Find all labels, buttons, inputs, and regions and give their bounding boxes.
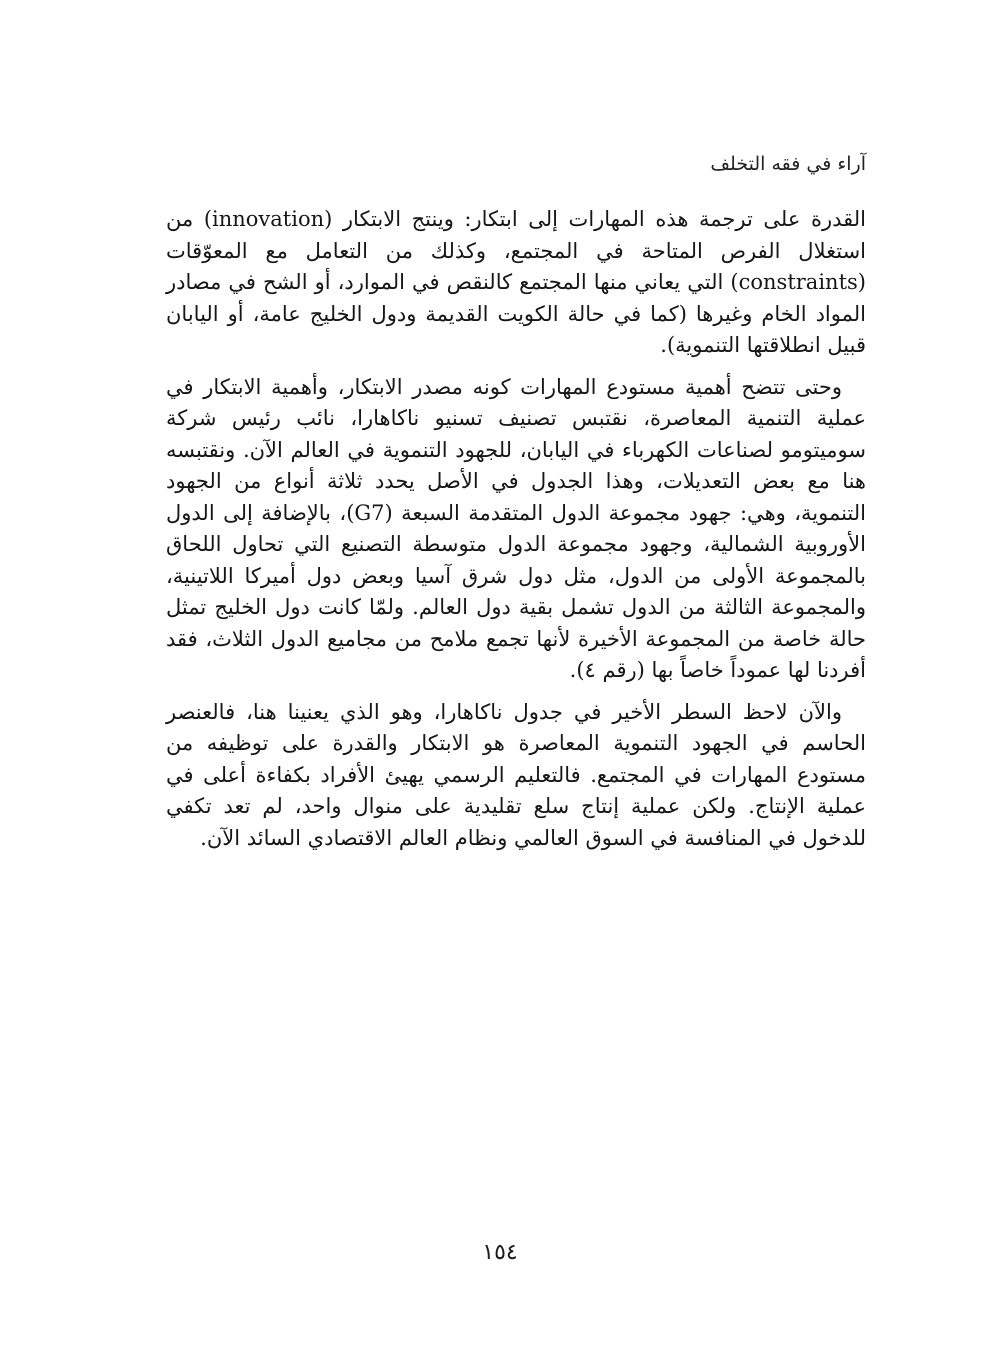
running-header: آراء في فقه التخلف bbox=[710, 153, 866, 175]
body-text bbox=[166, 204, 866, 864]
page-number: ١٥٤ bbox=[482, 1240, 518, 1265]
paragraph-1: القدرة على ترجمة هذه المهارات إلى ابتكار: وينتج الابتكار (innovation) من استغلال الفرص المتاحة في المجتمع، وكذلك من التعامل مع المعوّقات (constraints) التي يعاني منها المجتمع كالنقص في الموارد، أو الشح في مصادر المواد الخام وغيرها (كما في حالة الكويت القديمة ودول الخليج عامة، أو اليابان قبيل انطلاقتها التنموية). bbox=[166, 207, 866, 357]
paragraph-3: والآن لاحظ السطر الأخير في جدول ناكاهارا، وهو الذي يعنينا هنا، فالعنصر الحاسم في الجهود التنموية المعاصرة هو الابتكار والقدرة على توظيفه من مستودع المهارات في المجتمع. فالتعليم الرسمي يهيئ الأفراد بكفاءة أعلى في عملية الإنتاج. ولكن عملية إنتاج سلع تقليدية على منوال واحد، لم تعد تكفي للدخول في المنافسة في السوق العالمي ونظام العالم الاقتصادي السائد الآن. bbox=[166, 699, 866, 850]
paragraph-2: وحتى تتضح أهمية مستودع المهارات كونه مصدر الابتكار، وأهمية الابتكار في عملية التنمية المعاصرة، نقتبس تصنيف تسنيو ناكاهارا، نائب رئيس شركة سوميتومو لصناعات الكهرباء في اليابان، للجهود التنموية في العالم الآن. ونقتبسه هنا مع بعض التعديلات، وهذا الجدول في الأصل يحدد ثلاثة أنواع من الجهود التنموية، وهي: جهود مجموعة الدول المتقدمة السبعة (G7)، بالإضافة إلى الدول الأوروبية الشمالية، وجهود مجموعة الدول متوسطة التصنيع التي تحاول اللحاق بالمجموعة الأولى من الدول، مثل دول شرق آسيا وبعض دول أميركا اللاتينية، والمجموعة الثالثة من الدول تشمل بقية دول العالم. ولمّا كانت دول الخليج تمثل حالة خاصة من المجموعة الأخيرة لأنها تجمع ملامح من مجاميع الدول الثلاث، فقد أفردنا لها عموداً خاصاً بها (رقم ٤). bbox=[166, 374, 866, 682]
